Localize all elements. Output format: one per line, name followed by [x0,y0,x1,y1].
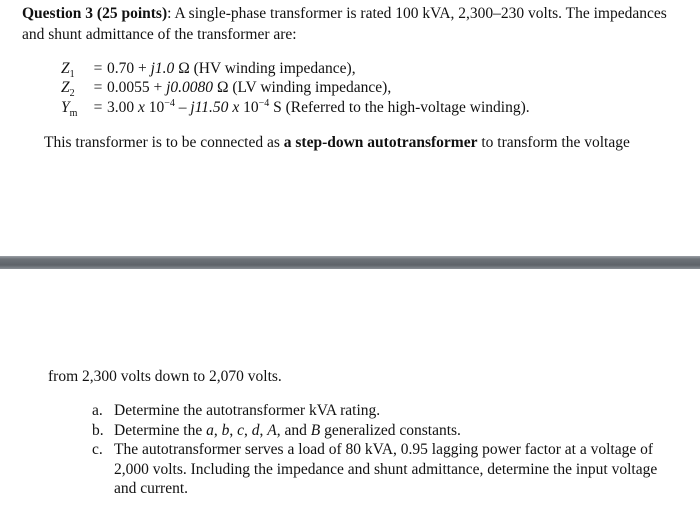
continuation-sentence: from 2,300 volts down to 2,070 volts. [48,368,282,385]
eq-symbol: $Y_m$ [61,99,78,120]
question-title-colon: : [167,5,172,22]
list-item-a [92,401,672,421]
connection-sentence: This transformer is to be connected as a step-down autotransformer to transform the voltage [44,134,630,151]
list-item-text: Determine the a, b, c, d, A, and B generalized constants. [114,421,461,439]
list-item-text: The autotransformer serves a load of 80 kVA, 0.95 lagging power factor at a voltage of 2,000 volts. Including the impedance and shunt admittance, determine the input voltage and current. [114,441,658,497]
question-intro [22,3,682,45]
list-marker: b. [92,421,104,439]
parts-list [92,401,672,499]
equation-ym: $Y_m = 3.00$ x $10^{-4} - j11.50$ x $10^{-4}$ S (Referred to the high-voltage winding). [61,98,530,120]
list-item-text: Determine the autotransformer kVA rating. [114,402,381,419]
list-marker: c. [92,441,103,458]
autotransformer-emphasis: a step-down autotransformer [283,134,478,151]
equation-z2: $Z_2 = 0.0055 + j0.0080$ Ω (LV winding impedance), [61,79,392,100]
eq-symbol: $Z_2$ [61,79,75,100]
page-divider [0,256,700,269]
question-title: Question 3 (25 points) [22,5,168,22]
question-intro-text: A single-phase transformer is rated 100 kVA, 2,300–230 volts. The impedances and shunt admittance of the transformer are: [22,5,667,43]
list-marker: a. [92,402,103,419]
list-item-c [92,440,672,499]
eq-symbol: $Z_1$ [61,60,75,81]
list-item-b [92,421,672,441]
equation-z1: $Z_1 = 0.70 + j1.0$ Ω (HV winding impedance), [61,60,356,81]
